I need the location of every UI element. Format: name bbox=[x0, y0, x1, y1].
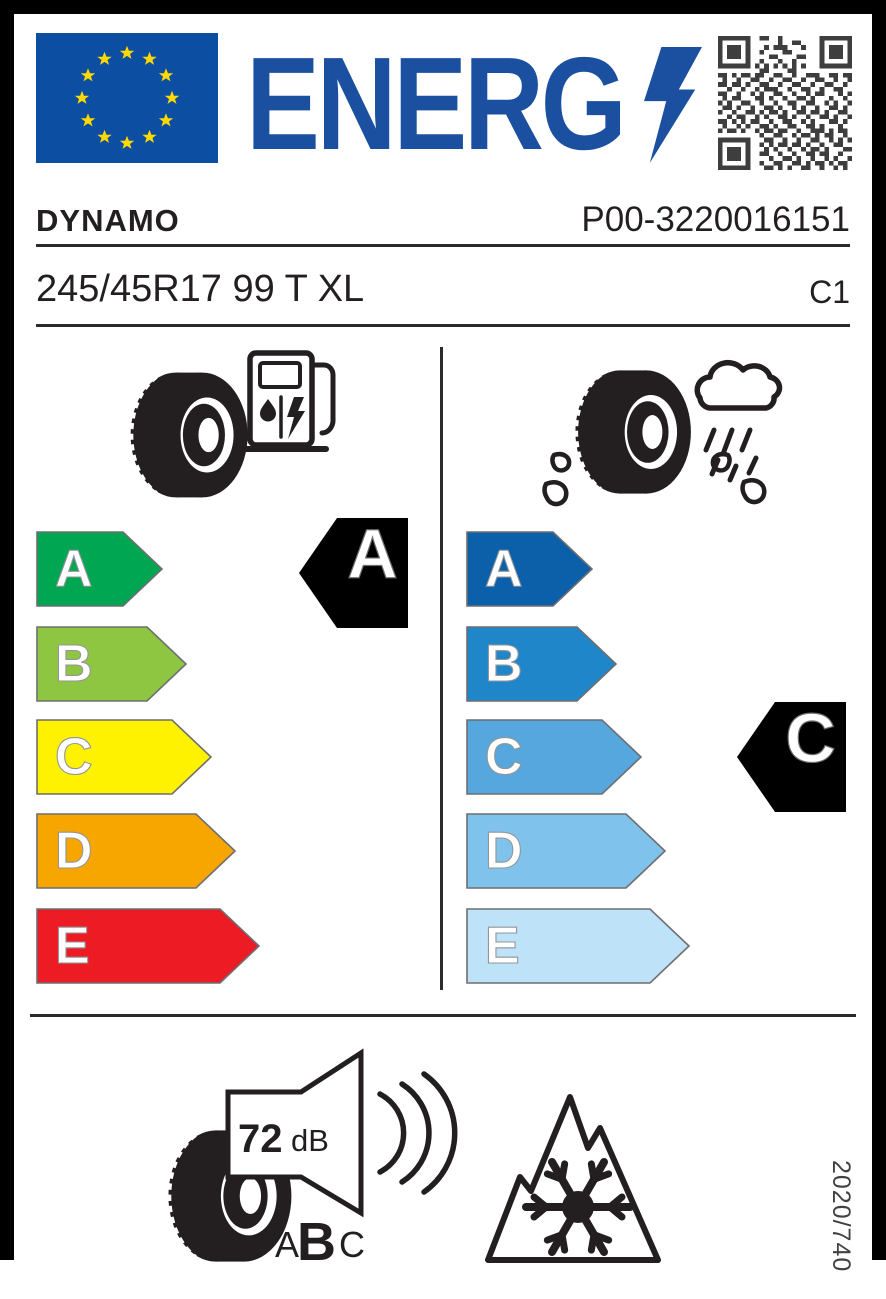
noise-class-c: C bbox=[339, 1224, 365, 1265]
fuel-grade-d-label: D bbox=[55, 822, 93, 880]
noise-value: 72 bbox=[238, 1117, 283, 1161]
wet-grade-d-arrow bbox=[466, 813, 667, 889]
wet-grade-d-label: D bbox=[485, 822, 523, 880]
regulation-number: 2020/740 bbox=[827, 1160, 855, 1273]
noise-class-b-selected: B bbox=[297, 1212, 336, 1272]
divider-top-2 bbox=[36, 324, 850, 327]
brand-name: DYNAMO bbox=[36, 203, 180, 238]
fuel-rating-indicator bbox=[297, 516, 410, 630]
wet-grade-a-label: A bbox=[485, 540, 523, 598]
tyre-class: C1 bbox=[809, 274, 850, 310]
fuel-grade-c-label: C bbox=[55, 728, 93, 786]
fuel-grade-e-label: E bbox=[55, 917, 90, 975]
tyre-fuel-pump-icon bbox=[118, 345, 368, 535]
fuel-rating-value: A bbox=[347, 515, 398, 593]
noise-class-a: A bbox=[275, 1224, 300, 1265]
wet-rating-indicator bbox=[735, 700, 848, 814]
energ-logo-text: ENERG bbox=[246, 30, 624, 177]
wet-grade-a-arrow bbox=[466, 531, 594, 607]
wet-grade-e-arrow bbox=[466, 908, 691, 984]
divider-bottom-section bbox=[30, 1014, 856, 1017]
qr-code-icon bbox=[718, 36, 852, 170]
fuel-grade-b-arrow bbox=[36, 626, 188, 702]
column-divider bbox=[440, 347, 443, 990]
fuel-grade-c-arrow bbox=[36, 719, 213, 795]
wet-grade-c-label: C bbox=[485, 728, 523, 786]
divider-top-1 bbox=[36, 244, 850, 247]
wet-grade-c-arrow bbox=[466, 719, 643, 795]
noise-unit: dB bbox=[291, 1123, 329, 1158]
wet-grade-b-arrow bbox=[466, 626, 618, 702]
wet-grade-b-label: B bbox=[485, 635, 523, 693]
tyre-noise-speaker-icon bbox=[158, 1042, 468, 1272]
fuel-grade-a-arrow bbox=[36, 531, 164, 607]
lightning-bolt-icon bbox=[644, 46, 702, 164]
fuel-grade-b-label: B bbox=[55, 635, 93, 693]
fuel-grade-a-label: A bbox=[55, 540, 93, 598]
energ-logo bbox=[246, 30, 695, 177]
tyre-size: 245/45R17 99 T XL bbox=[36, 268, 365, 310]
fuel-grade-d-arrow bbox=[36, 813, 237, 889]
eu-flag-icon bbox=[36, 33, 218, 163]
wet-rating-value: C bbox=[785, 699, 836, 777]
product-code: P00-3220016151 bbox=[581, 200, 850, 239]
tyre-rain-cloud-icon bbox=[532, 342, 792, 522]
wet-grade-e-label: E bbox=[485, 917, 520, 975]
snowflake-mountain-icon bbox=[480, 1085, 680, 1270]
fuel-grade-e-arrow bbox=[36, 908, 261, 984]
